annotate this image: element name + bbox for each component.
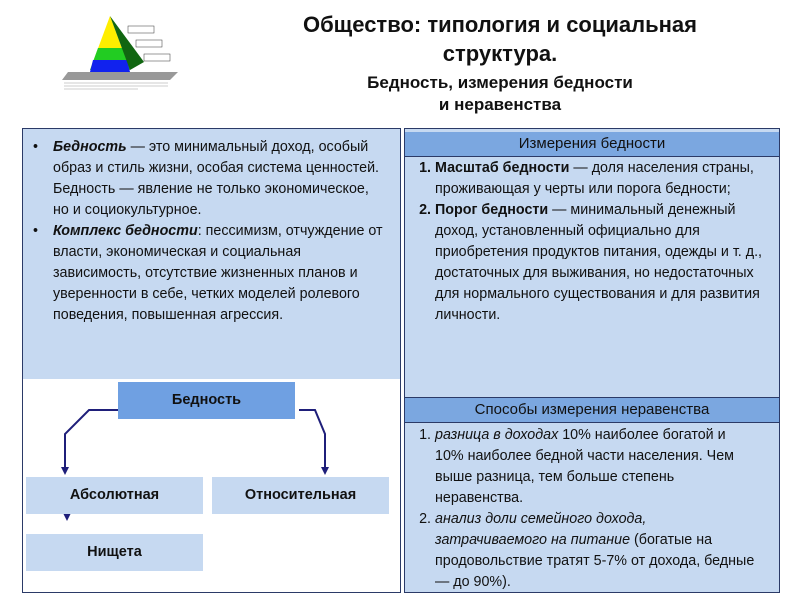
definition: — это минимальный доход, особый образ и стиль жизни, особая система ценностей. Бедность — явление не только экономическое, но и социокультурное. [53, 139, 380, 218]
definition: 10% наиболее богатой и 10% наиболее бедной части населения. Чем выше разница, тем больше степень неравенства. [435, 427, 734, 506]
page-subtitle [200, 72, 800, 116]
list-item [435, 509, 755, 593]
subtitle-line-1: Бедность, измерения бедности [367, 73, 633, 92]
definition-block [23, 129, 400, 379]
poverty-measures-list [405, 158, 765, 326]
page-title [200, 10, 800, 68]
definition: — доля населения страны, проживающая у черты или порога бедности; [435, 160, 754, 197]
inequality-list [405, 425, 755, 593]
list-item [53, 221, 383, 326]
poverty-measures-header: Измерения бедности [405, 132, 779, 157]
term: Масштаб бедности [435, 160, 570, 176]
relative-poverty-node: Относительная [212, 477, 389, 514]
list-item [435, 200, 765, 326]
list-item [435, 158, 765, 200]
term: Комплекс бедности [53, 223, 198, 239]
pyramid-chart-thumbnail [58, 10, 188, 92]
title-line-1: Общество: типология и социальная [302, 12, 698, 37]
term: Бедность [53, 139, 127, 155]
list-item [435, 425, 755, 509]
term: Порог бедности [435, 202, 549, 218]
poverty-definition-panel [22, 128, 401, 593]
subtitle-line-2: и неравенства [438, 95, 562, 114]
poverty-node: Бедность [118, 382, 295, 419]
inequality-header: Способы измерения неравенства [405, 397, 779, 423]
measurement-panel [404, 128, 780, 593]
title-line-2: структура. [442, 41, 558, 66]
term: анализ доли семейного дохода, затрачиваемого на питание [435, 511, 647, 548]
term: разница в доходах [435, 427, 559, 443]
definition: : пессимизм, отчуждение от власти, экономическая и социальная зависимость, отсутствие жизненных планов и уверенности в себе, четких моделей ролевого поведения, повышенная агрессия. [53, 223, 383, 323]
definition: (богатые на продовольствие тратят 5-7% от дохода, бедные — до 90%). [435, 532, 755, 590]
list-item [53, 137, 383, 221]
definition: — минимальный денежный доход, установленный официально для приобретения продуктов питания, одежды и т. д., достаточных для выживания, но недостаточных для нормального существования и для развития личности. [435, 202, 763, 323]
absolute-poverty-node: Абсолютная [26, 477, 203, 514]
destitution-node: Нищета [26, 534, 203, 571]
